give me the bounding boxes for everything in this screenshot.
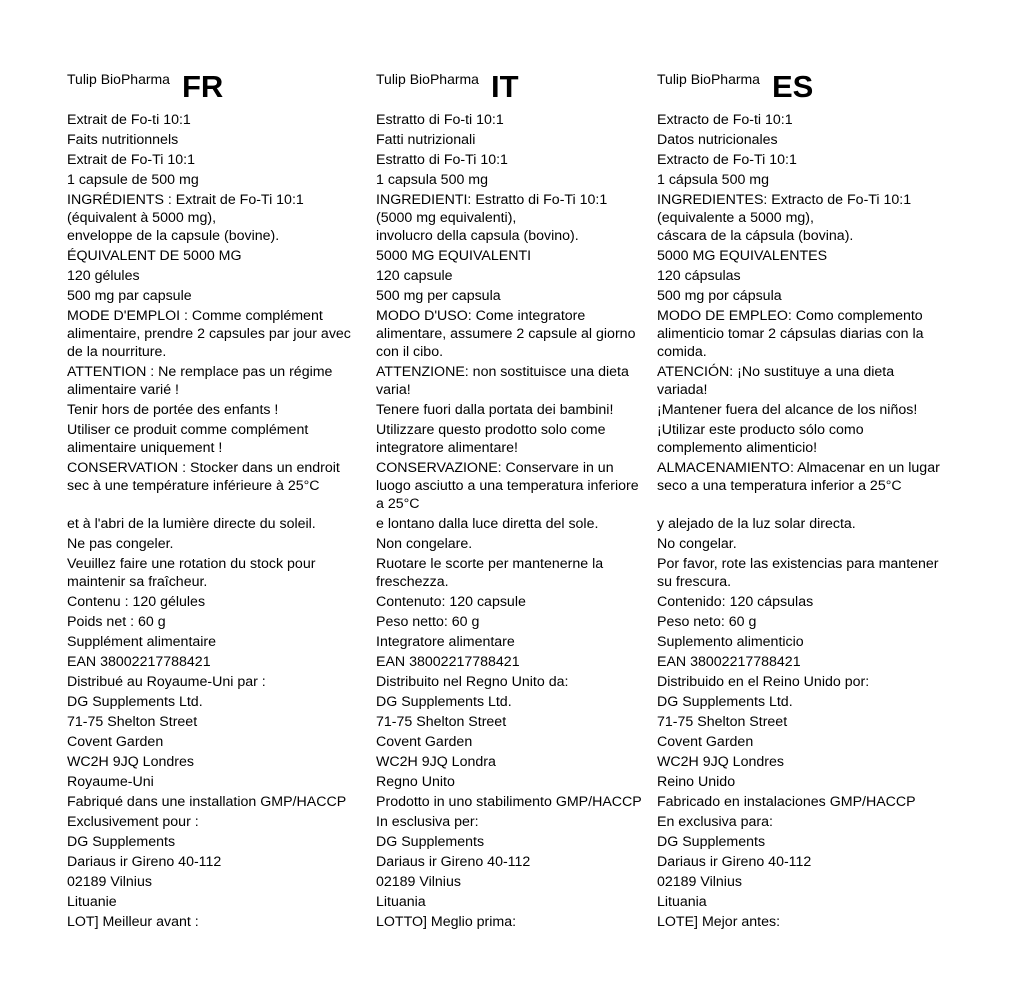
label-line: 500 mg per capsula — [376, 288, 501, 304]
label-line: Utilizzare questo prodotto solo come integratore alimentare! — [376, 422, 606, 456]
label-line: MODE D'EMPLOI : Comme complément alimentaire, prendre 2 capsules par jour avec de la nourriture. — [67, 308, 351, 360]
label-line: ALMACENAMIENTO: Almacenar en un lugar seco a una temperatura inferior a 25°C — [657, 460, 940, 494]
label-line: MODO DE EMPLEO: Como complemento alimenticio tomar 2 cápsulas diarias con la comida. — [657, 308, 924, 360]
label-line: Lituania — [657, 894, 707, 910]
brand-name: Tulip BioPharma — [376, 71, 479, 87]
label-line: 500 mg por cápsula — [657, 288, 782, 304]
label-line: Reino Unido — [657, 774, 736, 790]
label-line: EAN 38002217788421 — [657, 654, 801, 670]
label-column-fr — [67, 68, 372, 933]
label-line: 71-75 Shelton Street — [376, 714, 507, 730]
label-line: 5000 MG EQUIVALENTES — [657, 248, 828, 264]
label-line: MODO D'USO: Come integratore alimentare, assumere 2 capsule al giorno con il cibo. — [376, 308, 636, 360]
label-line: 02189 Vilnius — [67, 874, 152, 890]
label-line: INGREDIENTES: Extracto de Fo-Ti 10:1 (equivalente a 5000 mg), cáscara de la cápsula (bovina). — [657, 192, 912, 244]
language-code: FR — [182, 69, 224, 104]
column-header-es — [657, 68, 957, 110]
label-line: 71-75 Shelton Street — [657, 714, 788, 730]
label-line: 500 mg par capsule — [67, 288, 192, 304]
label-line: Tenir hors de portée des enfants ! — [67, 402, 279, 418]
label-line: Distribuido en el Reino Unido por: — [657, 674, 870, 690]
label-line: EAN 38002217788421 — [376, 654, 520, 670]
label-line: In esclusiva per: — [376, 814, 479, 830]
label-line: Supplément alimentaire — [67, 634, 217, 650]
column-header-it — [376, 68, 654, 110]
label-line: Faits nutritionnels — [67, 132, 179, 148]
label-line: Veuillez faire une rotation du stock pour maintenir sa fraîcheur. — [67, 556, 316, 590]
label-line: Covent Garden — [376, 734, 473, 750]
label-line: Suplemento alimenticio — [657, 634, 804, 650]
label-line: Estratto di Fo-Ti 10:1 — [376, 152, 508, 168]
label-column-it — [376, 68, 654, 933]
label-line: y alejado de la luz solar directa. — [657, 516, 856, 532]
label-line: Lituanie — [67, 894, 117, 910]
label-line: Prodotto in uno stabilimento GMP/HACCP — [376, 794, 642, 810]
column-header-fr — [67, 68, 372, 110]
label-line: Datos nutricionales — [657, 132, 778, 148]
label-line: 5000 MG EQUIVALENTI — [376, 248, 532, 264]
label-line: Royaume-Uni — [67, 774, 154, 790]
label-line: Ne pas congeler. — [67, 536, 174, 552]
label-line: DG Supplements — [67, 834, 176, 850]
label-line: e lontano dalla luce diretta del sole. — [376, 516, 599, 532]
label-line: Peso netto: 60 g — [376, 614, 480, 630]
label-line: DG Supplements — [657, 834, 766, 850]
label-line: Dariaus ir Gireno 40-112 — [67, 854, 222, 870]
language-code: ES — [772, 69, 814, 104]
label-line: ATTENZIONE: non sostituisce una dieta varia! — [376, 364, 629, 398]
label-line: LOT] Meilleur avant : — [67, 914, 199, 930]
label-line: DG Supplements Ltd. — [67, 694, 203, 710]
label-line: Fabriqué dans une installation GMP/HACCP — [67, 794, 347, 810]
blank-line — [67, 497, 372, 515]
label-line: WC2H 9JQ Londres — [657, 754, 784, 770]
label-text-lines — [657, 111, 957, 931]
label-text-lines — [67, 111, 372, 931]
label-line: Covent Garden — [67, 734, 164, 750]
language-code: IT — [491, 69, 519, 104]
label-line: Extracto de Fo-Ti 10:1 — [657, 152, 797, 168]
label-text-lines — [376, 111, 654, 931]
label-line: ATTENTION : Ne remplace pas un régime alimentaire varié ! — [67, 364, 333, 398]
label-line: ¡Utilizar este producto sólo como complemento alimenticio! — [657, 422, 864, 456]
label-line: Non congelare. — [376, 536, 473, 552]
brand-name: Tulip BioPharma — [657, 71, 760, 87]
label-line: Lituania — [376, 894, 426, 910]
label-line: CONSERVATION : Stocker dans un endroit sec à une température inférieure à 25°C — [67, 460, 340, 494]
label-line: 1 cápsula 500 mg — [657, 172, 769, 188]
label-column-es — [657, 68, 957, 933]
label-line: Extracto de Fo-ti 10:1 — [657, 112, 793, 128]
label-line: Extrait de Fo-ti 10:1 — [67, 112, 191, 128]
label-line: No congelar. — [657, 536, 737, 552]
label-line: WC2H 9JQ Londra — [376, 754, 496, 770]
blank-line — [657, 497, 957, 515]
label-line: LOTTO] Meglio prima: — [376, 914, 517, 930]
label-line: 02189 Vilnius — [657, 874, 742, 890]
label-line: Utiliser ce produit comme complément alimentaire uniquement ! — [67, 422, 309, 456]
label-line: 71-75 Shelton Street — [67, 714, 198, 730]
label-line: LOTE] Mejor antes: — [657, 914, 781, 930]
label-line: Peso neto: 60 g — [657, 614, 757, 630]
label-line: Dariaus ir Gireno 40-112 — [376, 854, 531, 870]
label-line: ¡Mantener fuera del alcance de los niños! — [657, 402, 918, 418]
label-line: Distribuito nel Regno Unito da: — [376, 674, 569, 690]
label-line: CONSERVAZIONE: Conservare in un luogo asciutto a una temperatura inferiore a 25°C — [376, 460, 639, 512]
label-line: ÉQUIVALENT DE 5000 MG — [67, 248, 242, 264]
label-line: ATENCIÓN: ¡No sustituye a una dieta variada! — [657, 364, 895, 398]
label-line: WC2H 9JQ Londres — [67, 754, 194, 770]
label-line: Poids net : 60 g — [67, 614, 166, 630]
label-line: Contenu : 120 gélules — [67, 594, 206, 610]
label-line: Estratto di Fo-ti 10:1 — [376, 112, 504, 128]
label-line: Dariaus ir Gireno 40-112 — [657, 854, 812, 870]
label-line: DG Supplements Ltd. — [657, 694, 793, 710]
label-line: 02189 Vilnius — [376, 874, 461, 890]
label-line: Contenido: 120 cápsulas — [657, 594, 814, 610]
label-line: 120 gélules — [67, 268, 140, 284]
label-line: 120 capsule — [376, 268, 453, 284]
label-line: Integratore alimentare — [376, 634, 515, 650]
label-line: Regno Unito — [376, 774, 455, 790]
label-line: Exclusivement pour : — [67, 814, 199, 830]
label-line: Distribué au Royaume-Uni par : — [67, 674, 266, 690]
label-line: 1 capsule de 500 mg — [67, 172, 199, 188]
label-line: DG Supplements Ltd. — [376, 694, 512, 710]
label-line: INGREDIENTI: Estratto di Fo-Ti 10:1 (5000 mg equivalenti), involucro della capsula (bovino). — [376, 192, 608, 244]
label-line: Contenuto: 120 capsule — [376, 594, 526, 610]
label-line: DG Supplements — [376, 834, 485, 850]
label-line: Fabricado en instalaciones GMP/HACCP — [657, 794, 916, 810]
label-line: EAN 38002217788421 — [67, 654, 211, 670]
label-line: Extrait de Fo-Ti 10:1 — [67, 152, 195, 168]
label-line: 120 cápsulas — [657, 268, 741, 284]
label-line: En exclusiva para: — [657, 814, 773, 830]
label-line: Tenere fuori dalla portata dei bambini! — [376, 402, 614, 418]
label-line: et à l'abri de la lumière directe du soleil. — [67, 516, 316, 532]
label-line: Por favor, rote las existencias para mantener su frescura. — [657, 556, 939, 590]
label-line: Ruotare le scorte per mantenerne la freschezza. — [376, 556, 604, 590]
label-line: Covent Garden — [657, 734, 754, 750]
label-line: INGRÉDIENTS : Extrait de Fo-Ti 10:1 (équivalent à 5000 mg), enveloppe de la capsule (bovine). — [67, 192, 304, 244]
label-line: 1 capsula 500 mg — [376, 172, 488, 188]
brand-name: Tulip BioPharma — [67, 71, 170, 87]
label-line: Fatti nutrizionali — [376, 132, 476, 148]
